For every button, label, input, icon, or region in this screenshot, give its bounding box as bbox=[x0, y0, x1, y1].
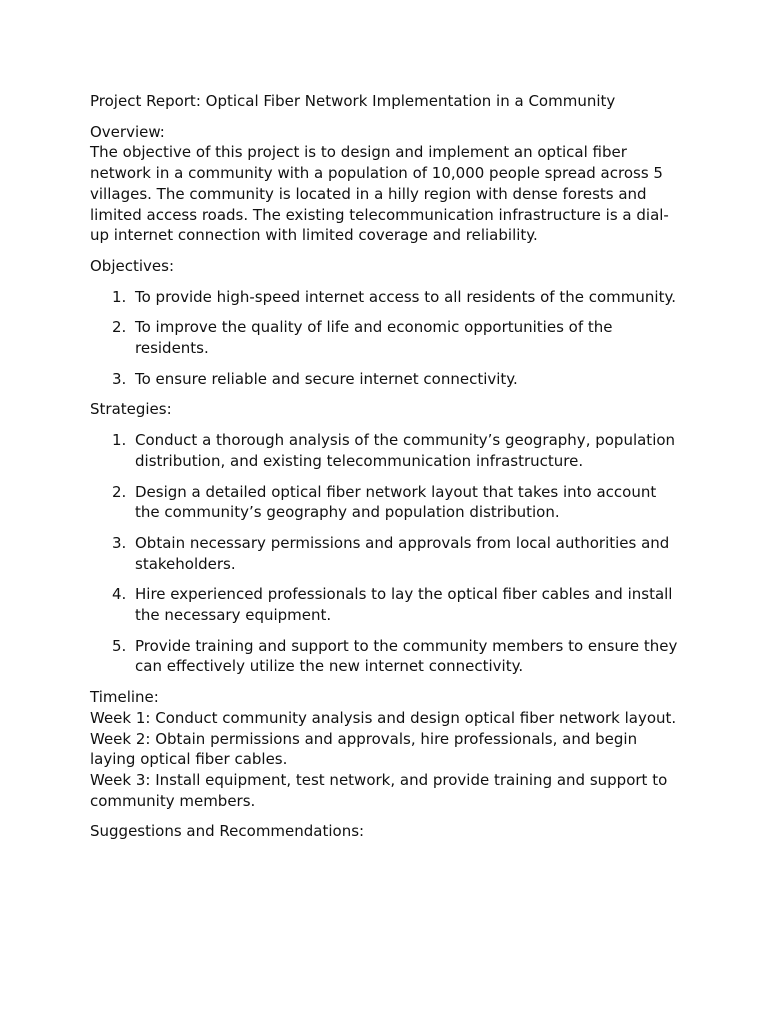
document-page bbox=[90, 91, 680, 842]
list-item-number: 1. bbox=[112, 287, 127, 306]
list-item-text: Design a detailed optical fiber network layout that takes into account the community’s geography and population distribution. bbox=[135, 482, 657, 522]
list-item-text: To provide high-speed internet access to all residents of the community. bbox=[135, 287, 676, 306]
list-item bbox=[90, 584, 680, 625]
list-item-text: Obtain necessary permissions and approvals from local authorities and stakeholders. bbox=[135, 533, 670, 573]
objectives-list bbox=[90, 287, 680, 390]
list-item-text: To ensure reliable and secure internet connectivity. bbox=[135, 369, 518, 388]
timeline-heading: Timeline: bbox=[90, 688, 159, 707]
timeline-week-2: Week 2: Obtain permissions and approvals, hire professionals, and begin laying optical fiber cables. bbox=[90, 729, 638, 769]
objectives-section bbox=[90, 256, 680, 390]
document-title: Project Report: Optical Fiber Network Implementation in a Community bbox=[90, 92, 616, 110]
list-item-text: To improve the quality of life and economic opportunities of the residents. bbox=[135, 318, 613, 358]
list-item-number: 5. bbox=[112, 636, 127, 655]
list-item bbox=[90, 287, 680, 308]
strategies-heading: Strategies: bbox=[90, 400, 172, 419]
suggestions-heading: Suggestions and Recommendations: bbox=[90, 822, 365, 841]
timeline-section bbox=[90, 687, 680, 811]
overview-heading: Overview: bbox=[90, 122, 165, 141]
timeline-week-1: Week 1: Conduct community analysis and design optical fiber network layout. bbox=[90, 708, 677, 727]
list-item bbox=[90, 482, 680, 523]
list-item-text: Conduct a thorough analysis of the community’s geography, population distribution, and existing telecommunication infrastructure. bbox=[135, 431, 676, 470]
overview-body: The objective of this project is to design and implement an optical fiber network in a community with a population of 10,000 people spread across 5 villages. The community is located in a hilly region with dense forests and limited access roads. The existing telecommunication infrastructure is a dial-up internet connection with limited coverage and reliability. bbox=[90, 143, 669, 245]
list-item-text: Provide training and support to the community members to ensure they can effectively utilize the new internet connectivity. bbox=[135, 636, 678, 676]
list-item bbox=[90, 636, 680, 677]
list-item-number: 3. bbox=[112, 533, 127, 552]
overview-section bbox=[90, 122, 680, 246]
strategies-section bbox=[90, 399, 680, 677]
strategies-list bbox=[90, 430, 680, 677]
list-item-number: 1. bbox=[112, 431, 127, 450]
objectives-heading: Objectives: bbox=[90, 256, 174, 275]
list-item-number: 3. bbox=[112, 369, 127, 388]
list-item bbox=[90, 430, 680, 471]
suggestions-section bbox=[90, 821, 680, 842]
timeline-week-3: Week 3: Install equipment, test network, and provide training and support to community members. bbox=[90, 770, 668, 810]
list-item-number: 4. bbox=[112, 585, 127, 604]
list-item-number: 2. bbox=[112, 482, 127, 501]
list-item bbox=[90, 369, 680, 390]
list-item-number: 2. bbox=[112, 318, 127, 337]
list-item bbox=[90, 533, 680, 574]
list-item bbox=[90, 317, 680, 358]
list-item-text: Hire experienced professionals to lay the optical fiber cables and install the necessary equipment. bbox=[135, 585, 673, 625]
